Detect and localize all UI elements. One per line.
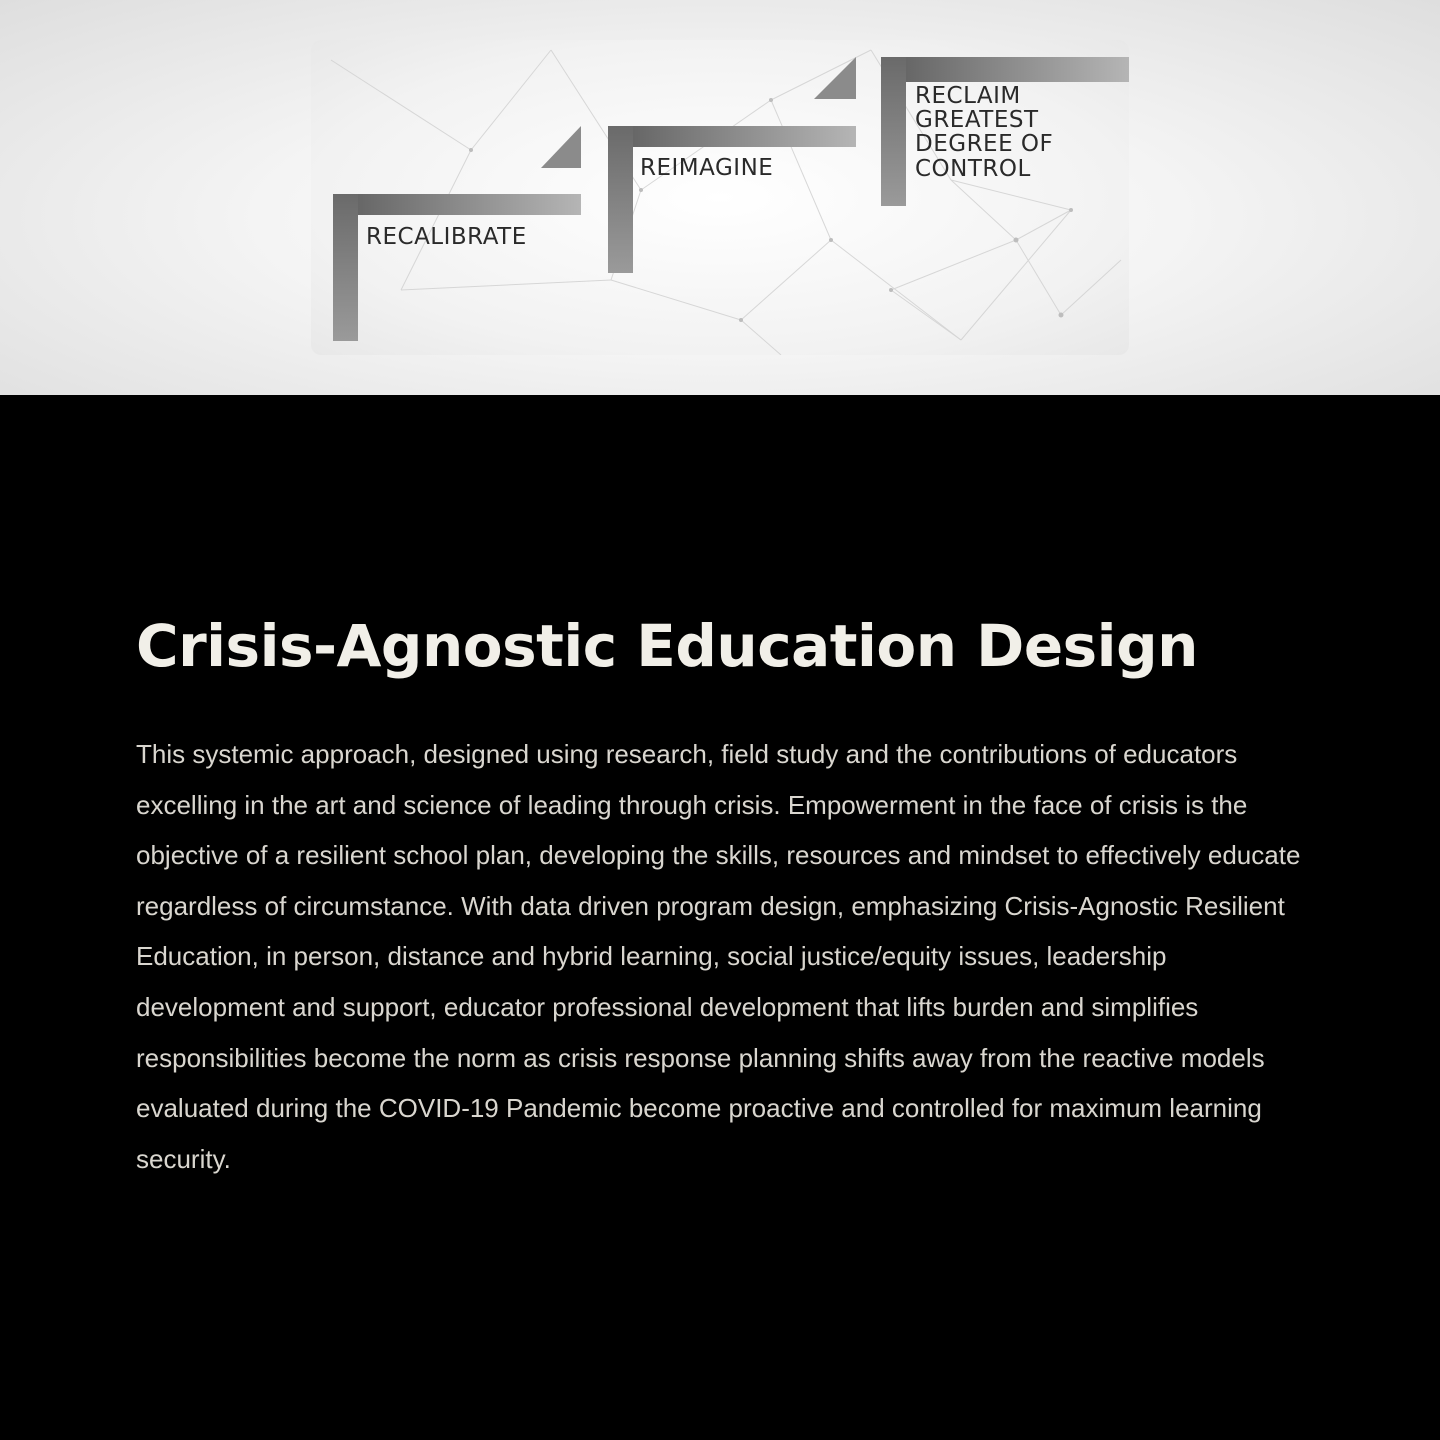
step-reclaim-label-line-1: RECLAIM xyxy=(915,83,1021,109)
page-title: Crisis-Agnostic Education Design xyxy=(136,612,1198,680)
step-reimagine xyxy=(608,57,856,273)
main-content xyxy=(136,608,1306,1184)
step-recalibrate xyxy=(333,126,581,341)
step-reclaim-label-line-2: GREATEST xyxy=(915,107,1039,133)
step-reclaim-label-line-3: DEGREE OF xyxy=(915,131,1054,157)
steps-illustration xyxy=(311,40,1129,355)
step-recalibrate-label: RECALIBRATE xyxy=(366,224,527,250)
description-paragraph: This systemic approach, designed using research, field study and the contributions of educators excelling in the art and science of leading through crisis. Empowerment in the face of crisis is the objective of a resilient school plan, developing the skills, resources and mindset to effectively educate regardless of circumstance. With data driven program design, emphasizing Crisis-Agnostic Resilient Education, in person, distance and hybrid learning, social justice/equity issues, leadership development and support, educator professional development that lifts burden and simplifies responsibilities become the norm as crisis response planning shifts away from the reactive models evaluated during the COVID-19 Pandemic become proactive and controlled for maximum learning security. xyxy=(136,739,1301,1174)
step-reimagine-label: REIMAGINE xyxy=(640,155,774,181)
step-reclaim-label-line-4: CONTROL xyxy=(915,156,1031,182)
hero-banner xyxy=(0,0,1440,395)
steps-graphic xyxy=(311,40,1129,355)
step-reclaim xyxy=(881,57,1129,206)
